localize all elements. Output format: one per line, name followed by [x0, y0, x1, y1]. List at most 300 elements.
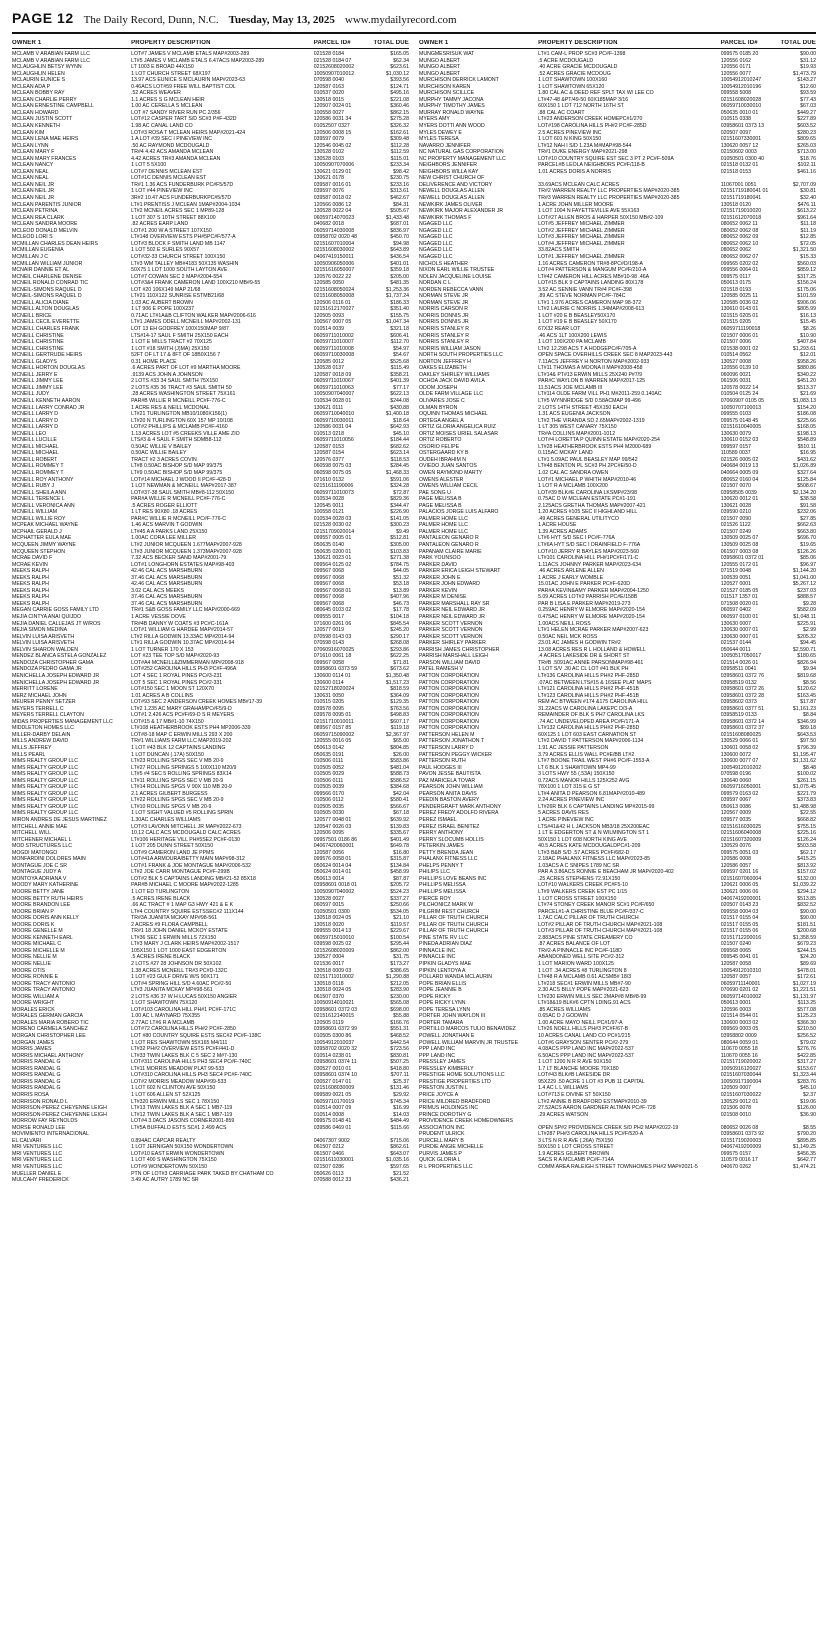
parcel-cell: 10050517050017	[720, 653, 762, 660]
description-cell: 2 LOTS #27 28 JOHNSON DR 50X102	[131, 961, 222, 968]
parcel-cell: 099567 0068 01	[313, 587, 352, 594]
parcel-cell: 06059711010007	[313, 339, 354, 346]
total-cell: $129.35	[390, 699, 409, 706]
parcel-cell: 120585 0036 02	[720, 299, 759, 306]
total-cell: $17.78	[393, 607, 409, 614]
owner-cell: NORDEN REBECCA VANN	[419, 286, 484, 293]
description-cell: 5.09 ACRES LOT#2 PARRISH PC#E/158B	[538, 594, 638, 601]
total-cell: $818.59	[390, 686, 409, 693]
owner-cell: NC PROPERTY MANAGEMENT LLC	[419, 155, 506, 162]
description-cell: PAR#C WILLIE R MCNEILL PC#F-776-C	[131, 515, 226, 522]
total-cell: $112.28	[390, 142, 409, 149]
parcel-cell: 099545 0041 01	[720, 954, 759, 961]
parcel-cell: 04067419150011	[313, 253, 354, 260]
parcel-cell: 021514 0026 01	[720, 659, 759, 666]
total-cell: $373.83	[797, 797, 816, 804]
owner-cell: PATTON CORPORATION	[419, 672, 479, 679]
owner-cell: MERRITT LORENE	[12, 686, 58, 693]
total-cell: $9.28	[802, 600, 816, 607]
description-cell: LT#26 NOELL HILLS PH#3 PC#F/67-B	[538, 1026, 629, 1033]
owner-cell: PARSON WILLIAM DAVID	[419, 659, 481, 666]
parcel-cell: 03958601 0018 01	[313, 882, 357, 889]
total-cell: $16.99	[393, 1105, 409, 1112]
owner-cell: NGAGED LLC	[419, 227, 453, 234]
owner-cell: POPE RICKY LYNN	[419, 1000, 466, 1007]
description-cell: LOT 13 EH GODFREY 100X150MAP 9/87	[131, 325, 229, 332]
description-cell: LT#1 CAM-L PROP SC#3 PC#F-1398	[538, 51, 626, 57]
parcel-cell: 06059711010002	[313, 332, 354, 339]
total-cell: $84.31	[393, 201, 409, 208]
owner-cell: MCNEILL BRICE	[12, 312, 52, 319]
description-cell: 1 LOT SHAWTOWN 65X120	[538, 83, 605, 90]
parcel-cell: 100567 0007 05	[313, 319, 352, 326]
owner-cell: MENICHELLA JOSEPH EDWARD JR	[12, 672, 100, 679]
total-cell: $458.99	[390, 869, 409, 876]
description-cell: LT#108 HEATHERBROOK ESTS PH4 MP2006-339	[131, 725, 251, 732]
description-cell: 1 LOT R A MCLAMB 100X200	[538, 483, 608, 490]
total-cell: $715.06	[390, 1137, 409, 1144]
total-cell: $1,047.34	[385, 319, 409, 326]
total-cell: $163.45	[797, 692, 816, 699]
owner-cell: PRIMUS HOLDINGS INC	[419, 1105, 479, 1112]
total-cell: $54.67	[393, 352, 409, 359]
owner-cell: MORRIS RANDAL G	[12, 1078, 61, 1085]
description-cell: LOT#4 3.0ACS JASONS CORNER2001-859	[131, 1118, 235, 1125]
owner-cell: MYERS DOTTI ANN WOOD	[419, 123, 485, 130]
owner-cell: MCNEILL ALTON DOUGLAS	[12, 306, 80, 313]
description-cell: OPEN SPACE OVERHILLS CREEK SEC 8 MAP2023-443	[538, 352, 673, 359]
description-cell: PAR#B WILLIE R MCNEILL PC#F-776-C	[131, 397, 226, 404]
parcel-cell: 010534 0028	[313, 496, 344, 503]
owner-cell: MONTAGUE JUDY A	[12, 869, 62, 876]
description-cell: PARCEL#1-A CHRISTINE BLUE PC#F/337-C	[538, 908, 644, 915]
parcel-cell: 099557 0005 01	[313, 535, 352, 542]
total-cell: $832.52	[797, 902, 816, 909]
total-cell: $8.55	[802, 1124, 816, 1131]
total-cell: $586.52	[390, 777, 409, 784]
description-cell: 1 LOT TURNER 170 X 153	[131, 646, 194, 653]
owner-cell: NEWKIRK MAJOR ALEXANDER JR	[419, 208, 504, 215]
total-cell: $1,400.18	[385, 411, 409, 418]
owner-cell: MILLS PEARL	[12, 751, 46, 758]
parcel-cell: 099556 0064 01	[720, 267, 759, 274]
total-cell: $510.11	[797, 443, 816, 450]
total-cell: $305.00	[390, 542, 409, 549]
description-cell: LT#12 NAH I S/D 1.23A M#MAP#98-544	[538, 142, 632, 149]
parcel-cell: 099567 0068	[313, 594, 344, 601]
parcel-cell: 10050907010012	[313, 70, 355, 77]
description-cell: 1 ACRE VESSIE DOVE	[131, 614, 186, 621]
description-cell: 1.20 ACRES #105 SEC II HIGHLAND HILL	[538, 509, 638, 516]
description-cell: LOT#1 FRANK & JOE MONTAGUE MAP#2006-532	[131, 862, 251, 869]
total-cell: $8.26	[802, 325, 816, 332]
description-cell: LT#2 1.235 AC MARY GRAHAMPC#F5/9-D	[131, 705, 232, 712]
description-cell: LT#23 ROLLING SPGS SEC V MB 20-9	[131, 758, 224, 765]
total-cell: $31.75	[393, 954, 409, 961]
parcel-cell: 120527 0001	[720, 581, 751, 588]
description-cell: LOT#1C DENNIS MCLEAN EST	[131, 175, 207, 182]
description-cell: LT#2 JUNIOR MCQUEEN 1.677MAP#2007-928	[131, 542, 242, 549]
parcel-cell: 039578 0095	[313, 705, 344, 712]
parcel-cell: 03958519 0133	[720, 712, 757, 719]
description-cell: 1.03ACS A C SNIPES 1789 NC SR	[538, 862, 620, 869]
parcel-cell: 099568 0065	[720, 947, 751, 954]
total-cell: $2,134.20	[792, 489, 816, 496]
parcel-cell: 06059715090002	[313, 731, 355, 738]
left-rows	[12, 51, 409, 1184]
parcel-cell: 03958505 0039	[720, 489, 757, 496]
total-cell: $225.66	[797, 417, 816, 424]
owner-cell: MCLEAN KENNETH	[12, 123, 60, 130]
parcel-cell: 02151607060004	[720, 875, 762, 882]
description-cell: 2 LOTS #36 37 W H LUCAS 50X150 ANGIER	[131, 993, 237, 1000]
parcel-cell: 07060916070025	[313, 646, 355, 653]
parcel-cell: 021536 0017	[313, 961, 344, 968]
total-cell: $436.54	[390, 253, 409, 260]
description-cell: LT#1 JAMES ODELL MCNEILL MAP#2002-131	[131, 319, 241, 326]
total-cell: $580.41	[390, 797, 409, 804]
description-cell: LOT#4 JEFFREY MICHAEL ZIMMER	[538, 240, 625, 247]
description-cell: LT#33 TWIN LAKES BLK C 5 SEC 2 M#7-130	[131, 1052, 238, 1059]
description-cell: LOT#4 LORETTA P QUINN ESTATE MAP#2020-254	[538, 437, 660, 444]
parcel-cell: 071519 0048	[720, 568, 751, 575]
total-cell: $1,026.89	[792, 463, 816, 470]
total-cell: $698.00	[390, 1006, 409, 1013]
parcel-cell: 060096 0021	[720, 371, 751, 378]
owner-cell: MCNEILL CHRISTINE	[12, 332, 64, 339]
owner-cell: MORRIS MICHAEL ANTHONY	[12, 1052, 84, 1059]
owner-cell: PARKER NEIL EDWARD JR	[419, 614, 485, 621]
parcel-cell: 010514 0007 09	[313, 1105, 352, 1112]
owner-cell: MERZ MICHAEL JOHN	[12, 692, 67, 699]
description-cell: LOT#311 CAROLINA HILLS PH3 SEC4 PC#F-740C	[131, 1059, 252, 1066]
total-cell: $337.27	[390, 895, 409, 902]
description-cell: LOT#310 CAROLINA HILLS PH3 SEC4 PC#F-740C	[131, 1072, 252, 1079]
parcel-cell: 120567 0009	[720, 810, 751, 817]
owner-cell: MIMS REALTY GROUP LLC	[12, 790, 79, 797]
description-cell: LOT#1 LONGHORN ESTATES MAP#98-403	[131, 561, 235, 568]
parcel-cell: 010505 0030	[313, 810, 344, 817]
owner-cell: MCNEILL WILLIE ROY	[12, 515, 66, 522]
parcel-cell: 130518 0020	[313, 921, 344, 928]
parcel-cell: 099555 0017	[313, 614, 344, 621]
description-cell: PAR#A WILLIE R MCNEILL PC#F-776-C	[131, 496, 226, 503]
total-cell: $12.60	[800, 83, 816, 90]
description-cell: LT#9 0.50AC BISHOP S/D MAP 99/375	[131, 470, 223, 476]
description-cell: 60X125 1 LOT 603 EAST CARNATION ST	[538, 731, 637, 738]
description-cell: TR#4B DANNY W COATS #3 PC#C-161A	[131, 620, 229, 627]
owner-cell: PETTY BRENDA JEAN	[419, 849, 474, 856]
total-cell: $784.75	[390, 561, 409, 568]
description-cell: 50X150 1 LOT CROSS STREET	[538, 1144, 614, 1151]
parcel-cell: 130518 0024 05	[313, 987, 352, 994]
description-cell: 1 ACRE RES & NEILL MCDONAL	[131, 404, 210, 411]
owner-cell: MEJIA CINTYA ANAI QUIJDO	[12, 614, 82, 621]
parcel-cell: 099567 0068	[313, 574, 344, 581]
description-cell: LOT#3 JEFFREY MICHAEL ZIMMER	[538, 234, 625, 241]
total-cell: $551.31	[390, 1026, 409, 1033]
description-cell: 7.11ACS JEFFREY H NORTON MAP#2002-933	[538, 358, 650, 365]
description-cell: .4 ACRES LAKESIDE DR & SHORT ST	[538, 653, 630, 660]
description-cell: LOT#41A ARMOURA/BETTY MAIN MAP#98-312	[131, 856, 245, 863]
parcel-cell: 080652 0026 08	[720, 1124, 759, 1131]
parcel-cell: 120509 0007	[720, 1085, 751, 1092]
owner-cell: MCLAUGHLIN BETSY WYNN	[12, 64, 82, 71]
total-cell: $622.25	[390, 653, 409, 660]
total-cell: $275.28	[390, 116, 409, 123]
total-cell: $8.48	[802, 764, 816, 771]
description-cell: 1 LOT 205 DUNN STREET 50X150	[131, 843, 214, 850]
owner-cell: PARKER DAVID	[419, 561, 457, 568]
owner-cell: PRICE JOYCE A	[419, 1091, 459, 1098]
description-cell: 1.7 LT BLANCHE MOORE 70X180	[538, 1065, 619, 1072]
total-cell: $623.14	[390, 450, 409, 457]
total-cell: $327.64	[797, 470, 816, 476]
owner-cell: PILLAR OF TRUTH CHURCH	[419, 921, 489, 928]
description-cell: LOT #80 COUNTRY SQUIRE ESTS SEC#2 PC#F-138C	[131, 1033, 262, 1040]
description-cell: LT#48 BENTON PL SC#3 PH 2PC#E/50-D	[538, 463, 637, 470]
total-cell: $317.27	[797, 1059, 816, 1066]
parcel-cell: 130518 0009 03	[313, 967, 352, 974]
parcel-cell: 130621 0178	[313, 175, 344, 182]
owner-cell: MCNEILL LARRY D	[12, 424, 59, 431]
parcel-cell: 04067419200009	[720, 1144, 762, 1151]
parcel-cell: 099558 0004 03	[720, 908, 759, 915]
owner-cell: MRI VENTURES LLC	[12, 1144, 63, 1151]
description-cell: 2.125ACS GRETHA THOMAS MAP#2007-421	[538, 502, 646, 509]
total-cell: $1,131.97	[792, 993, 816, 1000]
description-cell: 1 LOT 100X200 PA MCLAMB	[538, 339, 606, 346]
total-cell: $1,323.44	[792, 1072, 816, 1079]
description-cell: 1 LOT 1004 N FAYETTEVILLE AVE 55X163	[538, 208, 640, 215]
parcel-cell: 130518 0015	[313, 96, 344, 103]
parcel-cell: 099558 5008	[720, 90, 751, 97]
owner-cell: MCLEOD LORI S	[12, 234, 53, 241]
parcel-cell: 07060907 0105 05	[720, 397, 764, 404]
owner-cell: MCNEILL MICHAEL	[12, 450, 59, 457]
header-description: PROPERTY DESCRIPTION	[131, 40, 211, 46]
parcel-cell: 02151607320009	[720, 836, 762, 843]
total-cell: $2,367.97	[385, 731, 409, 738]
parcel-cell: 110670 0055 16	[720, 1052, 758, 1059]
description-cell: LT#21 110X122 SUNRISE ESTMB21/68	[131, 293, 225, 300]
description-cell: 3.79 ACRES ELLIS WALL PC#E/BB LT#2	[538, 751, 635, 758]
total-cell: $513.85	[797, 895, 816, 902]
owner-cell: PORTER TAMARA	[419, 1019, 464, 1026]
owner-cell: PILCHONICZ MARK W	[419, 902, 474, 909]
total-cell: $449.27	[797, 109, 816, 116]
owner-cell: MCNEILL LARRY CONRAD JR	[12, 404, 85, 411]
total-cell: $65.00	[393, 738, 409, 745]
owner-cell: MCLAMB V ARABIAN FARM LLC	[12, 57, 90, 64]
total-cell: $256.52	[797, 1033, 816, 1040]
parcel-cell: 130600 0114	[313, 679, 344, 686]
parcel-cell: 130610 0152 03	[720, 437, 759, 444]
parcel-cell: 021527 0185 05	[720, 587, 759, 594]
description-cell: 1.80 CAL AC & DEED REF SPLT TAX W/ LEE CO	[538, 90, 654, 97]
owner-cell: MEEKS RALPH	[12, 587, 49, 594]
owner-cell: PRESTON JUSTIN L	[419, 1085, 468, 1092]
total-cell: $321.18	[390, 325, 409, 332]
total-cell: $682.62	[390, 443, 409, 450]
owner-cell: MEEKS RALPH	[12, 594, 49, 601]
description-cell: .46 ACRES ARLENE ALLEN	[538, 568, 604, 575]
parcel-cell: 02151719010020	[720, 208, 762, 215]
description-cell: 1 ACRE J EARLY WOMBLE	[538, 574, 604, 581]
owner-cell: PEEDIN BASTON AVERY	[419, 797, 480, 804]
total-cell: $54.97	[393, 345, 409, 352]
owner-cell: MOORE WRIGHT	[12, 1000, 55, 1007]
total-cell: $436.21	[390, 1177, 409, 1184]
parcel-cell: 02151606040008	[720, 830, 762, 837]
owner-cell: PATTON CORPORATION	[419, 699, 479, 706]
description-cell: 1.16 ACRES CAMERON TR#8-8PC#D/198-A	[538, 260, 643, 267]
owner-cell: MOORE MICHELLE M	[12, 947, 65, 954]
description-cell: 1.11ACS JOHNNY PARKER MAP#2023-634	[538, 561, 642, 568]
total-cell: $582.09	[797, 607, 816, 614]
owner-cell: MYERS AMY	[419, 116, 450, 123]
description-cell: PAR#A KEVIN&AMY PARKER MAP#2004-1250	[538, 587, 649, 594]
parcel-cell: 10050906050006	[313, 260, 355, 267]
owner-cell: NORTON JEFFREY H	[419, 358, 471, 365]
header-description: PROPERTY DESCRIPTION	[538, 40, 618, 46]
parcel-cell: 120585 0025 11	[720, 293, 758, 300]
parcel-cell: 099575 0051 03	[720, 849, 759, 856]
total-cell: $12.85	[800, 234, 816, 241]
owner-cell: QUICK GLORIA L	[419, 1157, 461, 1164]
description-cell: LOT#3&4 FRANK CAMERON LAND 100X210 MB#9-55	[131, 280, 261, 287]
owner-cell: NIXON EARL WILLIE TRUSTEE	[419, 267, 495, 274]
parcel-cell: 120577 0048 01	[313, 816, 352, 823]
description-cell: LOT#2 PILLAR OF TRUTH CHURCH MAP#2021-108	[538, 921, 663, 928]
owner-cell: ORTIZ MOISES URIEL SALASAR	[419, 430, 498, 437]
description-cell: .52 ACRES GRACIE MCDOUG	[538, 70, 611, 77]
owner-cell: OSTERGAARD KY B	[419, 450, 469, 457]
total-cell: $591.06	[390, 476, 409, 483]
description-cell: REMAINDER OF BLK S PH7 CAROLINA LKS	[538, 712, 645, 719]
description-cell: SACS R A MCLAMB PC#F-714A	[538, 1157, 614, 1164]
total-cell: $42.04	[393, 790, 409, 797]
description-cell: 3 LTS N R R AVE (.26A) 75X150	[538, 1137, 614, 1144]
description-cell: 1 LOT ED TURLINGTON	[131, 889, 190, 895]
description-cell: 1.7AC CALC PILLAR OF TRUTH CHURCH	[538, 915, 639, 922]
parcel-cell: 130518 0120	[720, 201, 751, 208]
description-cell: LOT#2 MORRIS MEADOW MAP#99-533	[131, 1078, 227, 1085]
total-cell: $548.89	[797, 437, 816, 444]
total-cell: $880.86	[797, 365, 816, 372]
owner-cell: MELVIN SHARON WALDEN	[12, 646, 79, 653]
header-owner: OWNER 1	[419, 40, 449, 46]
description-cell: 2.30 ACS BILLY POPE MAP#2021-623	[538, 987, 629, 994]
description-cell: 33.69ACS MCLEAN CALC ACRES	[538, 181, 620, 188]
parcel-cell: 080652 0062 09	[720, 234, 759, 241]
parcel-cell: 061507 0003 08	[720, 548, 759, 555]
parcel-cell: 02151608050008	[313, 293, 355, 300]
total-cell: $622.13	[390, 391, 409, 398]
parcel-cell: 130528 0027	[313, 895, 344, 902]
total-cell: $212.05	[390, 980, 409, 987]
parcel-cell: 10050917190004	[720, 1078, 762, 1085]
owner-cell: MUNGO ALBERT	[419, 70, 461, 77]
owner-cell: MOORE BETTY JANE	[12, 889, 65, 895]
description-cell: LTS#3 & 4 SAUL F SMITH SDMB8-112	[131, 437, 222, 444]
total-cell: $1,039.22	[792, 882, 816, 889]
parcel-cell: 02151709020014	[313, 528, 355, 535]
description-cell: LT#5 JAMES V MCLAMB ETALS 6.47ACS MAP2003-289	[131, 57, 265, 64]
parcel-cell: 04067420060001	[313, 843, 355, 850]
owner-cell: MENDEZ BLANCA ESTELA GONZALEZ	[12, 653, 107, 660]
parcel-cell: 061507 0370	[313, 993, 344, 1000]
description-cell: LT#2 12.298 ACS T A HODGEPC#F/705-A	[538, 345, 637, 352]
total-cell: $639.92	[390, 816, 409, 823]
header-total: TOTAL DUE	[373, 40, 409, 46]
owner-cell: PILLAR OF TRUTH CHURCH	[419, 915, 489, 922]
owner-cell: PHILLIPS MELISSA	[419, 882, 466, 889]
owner-cell: MOD STRUCTURES LLC	[12, 843, 72, 850]
owner-cell: PERRY ANTHONY	[419, 830, 464, 837]
parcel-cell: 02151610040005	[720, 424, 762, 431]
owner-cell: MUNGO ALBERT	[419, 57, 461, 64]
description-cell: .74 AC UNDEVELOPED AREA PC#F/171-A	[538, 718, 640, 725]
parcel-cell: 06059711010056	[313, 437, 354, 444]
owner-cell: MCNEILL LARRY D	[12, 411, 59, 418]
owner-cell: POPE TERESA LYNN	[419, 1006, 471, 1013]
parcel-cell: 02151719180041	[720, 195, 762, 202]
owner-cell: MIMS REALTY GROUP LLC	[12, 771, 79, 778]
owner-cell: MILLS ANDREW DAVID	[12, 738, 69, 745]
owner-cell: PRICE MILDRED BRADFORD	[419, 1098, 491, 1105]
total-cell: $141.05	[390, 515, 409, 522]
owner-cell: NGAGED LLC	[419, 221, 453, 228]
parcel-cell: 050635 0200 01	[313, 548, 352, 555]
description-cell: LOT#7 DENNIS MCLEAN EST	[131, 168, 203, 175]
description-cell: 2 ACRES #9 FLORA CAMPBELL	[131, 921, 208, 928]
parcel-cell: 110589 0037	[720, 450, 751, 457]
description-cell: LOT#32-33 CHURCH STREET 100X150	[131, 253, 226, 260]
total-cell: $805.99	[797, 306, 816, 313]
parcel-cell: 120505 0093	[313, 312, 344, 319]
owner-cell: MCLEAN NANCY	[12, 162, 54, 169]
total-cell: $597.65	[390, 1163, 409, 1170]
owner-cell: PILLAR OF TRUTH CHURCH	[419, 928, 489, 935]
owner-cell: MCNEILL JIMMY LEE	[12, 384, 64, 391]
description-cell: 37.46 CAL ACS MARSHBURN	[131, 594, 203, 601]
parcel-cell: 130529 0066 01	[720, 738, 759, 745]
owner-cell: PURCELL MARY B	[419, 1137, 464, 1144]
description-cell: LOT#10 EAST ERWIN WONDERTOWN	[131, 1150, 225, 1157]
total-cell: $102.11	[797, 162, 816, 169]
description-cell: 0.46ACS LOT#59 FREE WILL BAPTIST COL	[131, 83, 236, 90]
total-cell: $21.52	[393, 1170, 409, 1177]
owner-cell: PEREZ ISRAEL BENITEZ	[419, 823, 480, 830]
total-cell: $326.32	[390, 123, 409, 130]
total-cell: $139.83	[390, 823, 409, 830]
parcel-cell: 010505 0300 86	[313, 1033, 352, 1040]
total-cell: $442.54	[390, 1039, 409, 1046]
description-cell: LT#1 HELEN MCRAE PARKER MAP#2007-623	[538, 627, 649, 634]
total-cell: $315.87	[390, 856, 409, 863]
parcel-cell: 040682 0018	[313, 221, 344, 228]
parcel-cell: 130528 0102	[313, 149, 344, 156]
total-cell: $407.84	[797, 339, 816, 346]
owner-cell: MUNGO ALBERT	[419, 64, 461, 71]
total-cell: $172.61	[797, 974, 816, 981]
parcel-cell: 039587 0018 02	[313, 195, 352, 202]
owner-cell: PERRY SLOCUMB HOLLIS	[419, 836, 484, 843]
parcel-cell: 03958601 0373 13	[720, 123, 764, 130]
parcel-cell: 10050914010021	[313, 1000, 355, 1007]
owner-cell: MCLAURIN EUNICE S	[12, 77, 66, 84]
